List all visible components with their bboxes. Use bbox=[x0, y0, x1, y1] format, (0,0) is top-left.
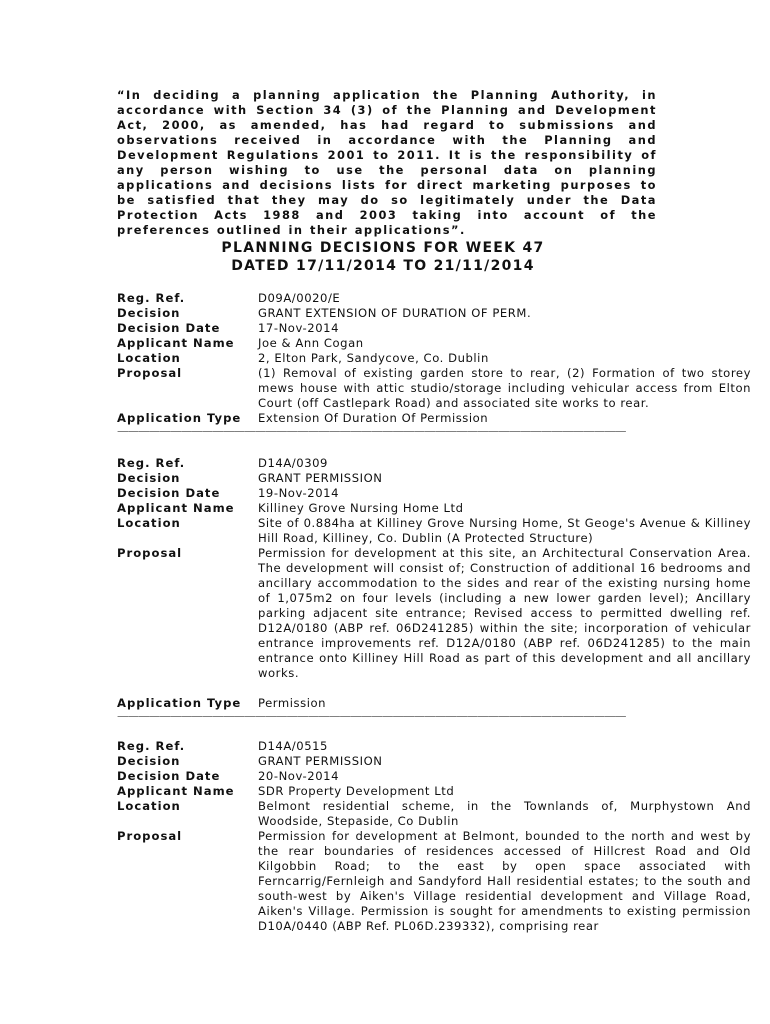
location-value: Belmont residential scheme, in the Townlands of, Murphystown And Woodside, Stepaside, Co Dublin bbox=[258, 799, 751, 828]
planning-record bbox=[117, 456, 751, 726]
decision-date-label: Decision Date bbox=[117, 321, 221, 335]
record-separator: ———————————————————————————————————————————————— bbox=[117, 711, 626, 723]
proposal-label: Proposal bbox=[117, 366, 183, 380]
reg-ref-label: Reg. Ref. bbox=[117, 456, 186, 470]
data-protection-notice: “In deciding a planning application the Planning Authority, in accordance with Section 34 (3) of the Planning and Development Act, 2000, as amended, has had regard to submissions and observations received in accordance with the Planning and Development Regulations 2001 to 2011. It is the responsibility of any person wishing to use the personal data on planning applications and decisions lists for direct marketing purposes to be satisfied that they may do so legitimately under the Data Protection Acts 1988 and 2003 taking into account of the preferences outlined in their applications”. bbox=[117, 88, 657, 237]
decision-date-label: Decision Date bbox=[117, 486, 221, 500]
decision-date-value: 17-Nov-2014 bbox=[258, 321, 339, 335]
proposal-value: Permission for development at Belmont, bounded to the north and west by the rear boundaries of residences accessed of Hillcrest Road and Old Kilgobbin Road; to the east by open space associated with Ferncarrig/Fernleigh and Sandyford Hall residential estates; to the south and south-west by Aiken's Village residential development and Village Road, Aiken's Village. Permission is sought for amendments to existing permission D10A/0440 (ABP Ref. PL06D.239332), comprising rear bbox=[258, 829, 751, 933]
decision-value: GRANT PERMISSION bbox=[258, 754, 383, 768]
location-value: 2, Elton Park, Sandycove, Co. Dublin bbox=[258, 351, 489, 365]
decision-value: GRANT PERMISSION bbox=[258, 471, 383, 485]
reg-ref-value: D09A/0020/E bbox=[258, 291, 341, 305]
page-title: PLANNING DECISIONS FOR WEEK 47 bbox=[221, 240, 545, 256]
reg-ref-value: D14A/0309 bbox=[258, 456, 328, 470]
location-value: Site of 0.884ha at Killiney Grove Nursing Home, St Geoge's Avenue & Killiney Hill Road, Killiney, Co. Dublin (A Protected Structure) bbox=[258, 516, 751, 545]
decision-date-value: 19-Nov-2014 bbox=[258, 486, 339, 500]
reg-ref-label: Reg. Ref. bbox=[117, 291, 186, 305]
proposal-label: Proposal bbox=[117, 546, 183, 560]
decision-date-label: Decision Date bbox=[117, 769, 221, 783]
application-type-label: Application Type bbox=[117, 696, 242, 710]
location-label: Location bbox=[117, 351, 181, 365]
planning-record bbox=[117, 739, 751, 934]
reg-ref-label: Reg. Ref. bbox=[117, 739, 186, 753]
decision-label: Decision bbox=[117, 306, 181, 320]
applicant-name-label: Applicant Name bbox=[117, 501, 235, 515]
planning-record bbox=[117, 291, 751, 441]
application-type-value: Permission bbox=[258, 696, 327, 710]
applicant-name-label: Applicant Name bbox=[117, 784, 235, 798]
applicant-name-value: SDR Property Development Ltd bbox=[258, 784, 455, 798]
applicant-name-value: Killiney Grove Nursing Home Ltd bbox=[258, 501, 464, 515]
location-label: Location bbox=[117, 516, 181, 530]
application-type-value: Extension Of Duration Of Permission bbox=[258, 411, 489, 425]
record-separator: ———————————————————————————————————————————————— bbox=[117, 426, 626, 438]
decision-date-value: 20-Nov-2014 bbox=[258, 769, 339, 783]
date-range-title: DATED 17/11/2014 TO 21/11/2014 bbox=[231, 258, 535, 274]
applicant-name-value: Joe & Ann Cogan bbox=[258, 336, 364, 350]
applicant-name-label: Applicant Name bbox=[117, 336, 235, 350]
decision-label: Decision bbox=[117, 754, 181, 768]
reg-ref-value: D14A/0515 bbox=[258, 739, 328, 753]
proposal-value: (1) Removal of existing garden store to rear, (2) Formation of two storey mews house with attic studio/storage including vehicular access from Elton Court (off Castlepark Road) and associated site works to rear. bbox=[258, 366, 751, 410]
proposal-label: Proposal bbox=[117, 829, 183, 843]
application-type-label: Application Type bbox=[117, 411, 242, 425]
proposal-value: Permission for development at this site, an Architectural Conservation Area. The development will consist of; Construction of additional 16 bedrooms and ancillary accommodation to the sides and rear of the existing nursing home of 1,075m2 on four levels (including a new lower garden level); Ancillary parking adjacent site entrance; Revised access to permitted dwelling ref. D12A/0180 (ABP ref. 06D241285) within the site; incorporation of vehicular entrance improvements ref. D12A/0180 (ABP ref. 06D241285) to the main entrance onto Killiney Hill Road as part of this development and all ancillary works. bbox=[258, 546, 751, 680]
location-label: Location bbox=[117, 799, 181, 813]
decision-label: Decision bbox=[117, 471, 181, 485]
decision-value: GRANT EXTENSION OF DURATION OF PERM. bbox=[258, 306, 532, 320]
